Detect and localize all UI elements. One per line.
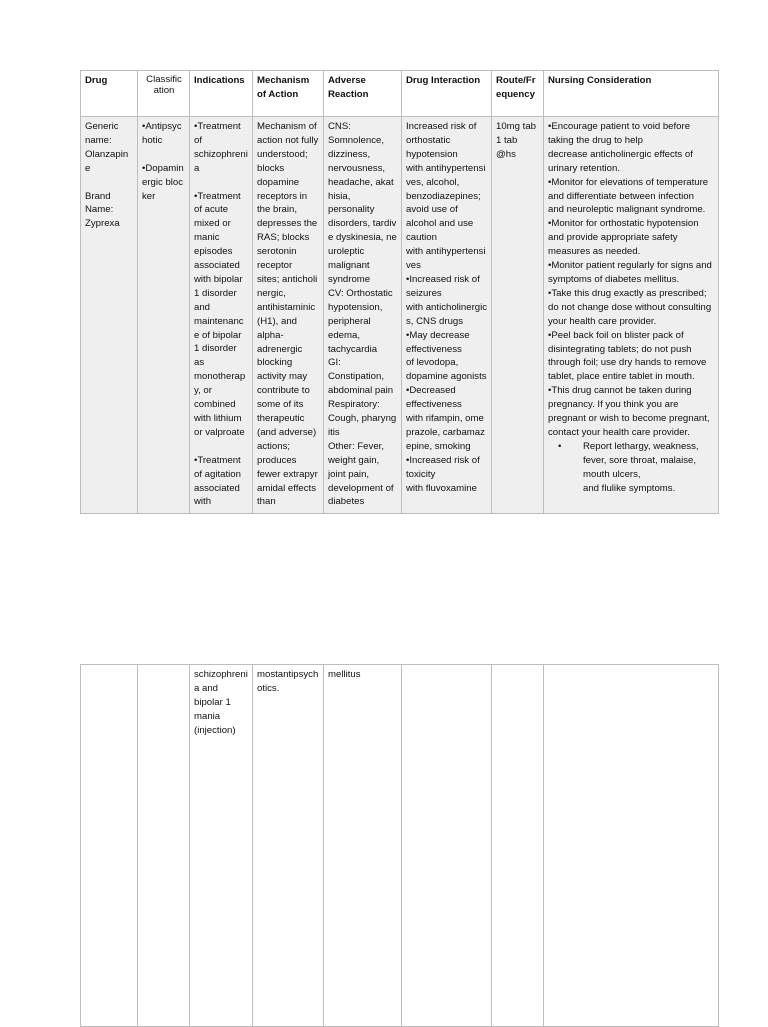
cell-line: hypotension, (328, 301, 383, 313)
cell-line: e of bipolar (194, 329, 242, 341)
header-nursing-consideration: Nursing Consideration (544, 71, 719, 117)
cell-line: contact your health care provider. (548, 426, 690, 438)
cell-line: and neuroleptic malignant syndrome. (548, 204, 706, 216)
cell-line: bipolar 1 (194, 696, 231, 708)
cell-line: 1 disorder (194, 343, 237, 355)
cell-line: associated (194, 260, 240, 272)
cell-line: 1 disorder (194, 287, 237, 299)
header-classification: Classific ation (138, 71, 190, 117)
cell-line: caution (406, 232, 437, 244)
cell-drug-interaction (402, 117, 492, 514)
cell-line: fewer extrapyr (257, 468, 318, 480)
cell-line: diabetes (328, 496, 365, 508)
cell-line: therapeutic (257, 413, 305, 425)
cell-nursing-consideration (544, 117, 719, 514)
cell-line: mixed or (194, 218, 231, 230)
cell-line: GI: (328, 357, 341, 369)
cell-line: dizziness, (328, 148, 371, 160)
header-drug-interaction: Drug Interaction (402, 71, 492, 117)
cell-line: •Decreased (406, 385, 456, 397)
cell-line: with fluvoxamine (406, 482, 477, 494)
cell-line: toxicity (406, 468, 436, 480)
cell-line: associated (194, 482, 240, 494)
cell-line: e (85, 162, 91, 174)
cell-line: syndrome (328, 273, 371, 285)
cell-line: of (194, 134, 203, 146)
cell-line: •Encourage patient to void before (548, 121, 691, 132)
cell-line: with (194, 496, 212, 508)
cell-line: do not change dose without consulting (548, 301, 712, 313)
cell-line: adrenergic (257, 343, 303, 355)
cell-line: understood; (257, 148, 308, 160)
cell-line: avoid use of (406, 204, 458, 216)
cell-line: •Peel back foil on blister pack of (548, 329, 684, 341)
cell-line: mostantipsych (257, 669, 319, 680)
cell-line: Report lethargy, weakness, (583, 440, 699, 452)
cell-line: or valproate (194, 426, 245, 438)
cell-line: ker (142, 190, 156, 202)
cell-line: uroleptic (328, 246, 365, 258)
cell-nursing-consideration-cont (544, 665, 719, 1027)
cell-line: •Take this drug exactly as prescribed; (548, 287, 707, 299)
cell-line: pregnancy. If you think you are (548, 399, 679, 411)
cell-line: (H1), and (257, 315, 297, 327)
cell-line: fever, sore throat, malaise, (583, 454, 697, 466)
cell-line: dopamine (257, 176, 300, 188)
cell-line: and flulike symptoms. (583, 482, 676, 494)
cell-line: decrease anticholinergic effects of (548, 148, 693, 160)
cell-line: •Treatment (194, 454, 241, 466)
cell-indications (190, 117, 253, 514)
cell-line: •May decrease (406, 329, 470, 341)
header-drug: Drug (81, 71, 138, 117)
header-adverse-reaction: Adverse Reaction (324, 71, 402, 117)
cell-line: manic (194, 232, 220, 244)
cell-drug-interaction-cont (402, 665, 492, 1027)
cell-line: (and adverse) (257, 426, 317, 438)
cell-line: peripheral (328, 315, 371, 327)
cell-line: the brain, (257, 204, 298, 216)
cell-line: with antihypertensi (406, 246, 486, 258)
cell-line: Cough, pharyng (328, 413, 397, 425)
cell-line: alpha- (257, 329, 284, 341)
cell-line: •Increased risk of (406, 454, 480, 466)
table-row-continuation (81, 665, 719, 1027)
cell-line: maintenanc (194, 315, 244, 327)
cell-line: hotic (142, 134, 163, 146)
cell-line: pregnant or wish to become pregnant, (548, 413, 710, 425)
cell-line: epine, smoking (406, 440, 471, 452)
cell-classification-cont (138, 665, 190, 1027)
cell-line: Name: (85, 204, 114, 216)
cell-line: 1 tab (496, 134, 518, 146)
nursing-sub-lines (548, 440, 715, 496)
cell-line: of agitation (194, 468, 241, 480)
cell-adverse-reaction-cont (324, 665, 402, 1027)
table-row (81, 117, 719, 514)
cell-line: as (194, 357, 205, 369)
cell-line: ves (406, 260, 421, 272)
cell-line: episodes (194, 246, 233, 258)
cell-line: development of (328, 482, 394, 494)
cell-line: mouth ulcers, (583, 468, 641, 480)
drug-table-page-1 (80, 70, 719, 514)
cell-line: name: (85, 134, 112, 146)
cell-line: produces (257, 454, 297, 466)
cell-line: antihistaminic (257, 301, 316, 313)
cell-line: otics. (257, 682, 280, 694)
cell-line: CNS: (328, 121, 351, 132)
cell-line: contribute to (257, 385, 310, 397)
cell-mechanism-cont (253, 665, 324, 1027)
cell-line: CV: Orthostatic (328, 287, 393, 299)
cell-line: (injection) (194, 724, 236, 736)
cell-line: effectiveness (406, 343, 462, 355)
nursing-lines (548, 120, 715, 440)
cell-line: orthostatic (406, 134, 451, 146)
cell-line: mellitus (328, 669, 361, 680)
cell-line: •Treatment (194, 190, 241, 202)
cell-line: combined (194, 399, 236, 411)
cell-line: seizures (406, 287, 442, 299)
cell-line: than (257, 496, 276, 508)
bullet-icon: • (558, 440, 562, 452)
cell-line: with lithium (194, 413, 242, 425)
cell-line: •Increased risk of (406, 273, 480, 285)
cell-line: s, CNS drugs (406, 315, 464, 327)
cell-line: a (194, 162, 200, 174)
cell-line: some of its (257, 399, 304, 411)
cell-line: •Dopamin (142, 162, 184, 174)
cell-line: e dyskinesia, ne (328, 232, 397, 244)
cell-line: schizophreni (194, 669, 248, 680)
cell-line: •Treatment (194, 121, 241, 132)
cell-line: prazole, carbamaz (406, 426, 485, 438)
cell-line (142, 148, 186, 162)
cell-line: action not fully (257, 134, 319, 146)
cell-line: abdominal pain (328, 385, 394, 397)
cell-line: amidal effects (257, 482, 317, 494)
header-mechanism: Mechanism of Action (253, 71, 324, 117)
cell-line: Mechanism of (257, 121, 317, 132)
cell-mechanism (253, 117, 324, 514)
cell-line: dopamine agonists (406, 371, 487, 383)
cell-line: with bipolar (194, 273, 243, 285)
cell-line (85, 176, 134, 190)
cell-line: hypotension (406, 148, 458, 160)
cell-line: actions; (257, 440, 291, 452)
cell-line: Increased risk of (406, 121, 477, 132)
cell-line: y, or (194, 385, 212, 397)
cell-line: with anticholinergic (406, 301, 488, 313)
cell-line: sites; anticholi (257, 273, 318, 285)
cell-line (194, 176, 249, 190)
cell-line: symptoms of diabetes mellitus. (548, 273, 680, 285)
cell-line: your health care provider. (548, 315, 657, 327)
cell-line: disintegrating tablets; do not push (548, 343, 692, 355)
cell-line: tablet, place entire tablet in mouth. (548, 371, 695, 383)
cell-line: activity may (257, 371, 308, 383)
cell-classification (138, 117, 190, 514)
cell-line: receptor (257, 260, 293, 272)
cell-line: a and (194, 682, 219, 694)
cell-line: hisia, (328, 190, 351, 202)
cell-line: edema, (328, 329, 360, 341)
cell-line: urinary retention. (548, 162, 620, 174)
cell-line: weight gain, (328, 454, 380, 466)
cell-line: RAS; blocks (257, 232, 310, 244)
cell-line: Other: Fever, (328, 440, 384, 452)
cell-line: ves, alcohol, (406, 176, 460, 188)
cell-line: Somnolence, (328, 134, 384, 146)
cell-line: with antihypertensi (406, 162, 486, 174)
cell-line: through foil; use dry hands to remove (548, 357, 707, 369)
cell-line: and (194, 301, 211, 313)
cell-line: and differentiate between infection (548, 190, 694, 202)
nursing-sub-bullet (548, 440, 715, 496)
table-header-row (81, 71, 719, 117)
cell-line: nervousness, (328, 162, 386, 174)
cell-adverse-reaction (324, 117, 402, 514)
cell-line (194, 440, 249, 454)
cell-line: of acute (194, 204, 229, 216)
cell-line: mania (194, 710, 221, 722)
cell-drug (81, 117, 138, 514)
cell-line: benzodiazepines; (406, 190, 481, 202)
cell-line: 10mg tab (496, 121, 537, 132)
cell-line: •This drug cannot be taken during (548, 385, 692, 397)
cell-line: effectiveness (406, 399, 462, 411)
cell-line: blocking (257, 357, 293, 369)
cell-line: taking the drug to help (548, 134, 643, 146)
cell-line: •Monitor for orthostatic hypotension (548, 218, 699, 230)
cell-line: tachycardia (328, 343, 378, 355)
cell-line: itis (328, 426, 340, 438)
cell-line: Olanzapin (85, 148, 129, 160)
cell-line: Brand (85, 190, 111, 202)
cell-line: ergic bloc (142, 176, 184, 188)
cell-line: serotonin (257, 246, 297, 258)
cell-line: •Monitor for elevations of temperature (548, 176, 709, 188)
drug-table-page-2 (80, 664, 719, 1027)
cell-line: Zyprexa (85, 218, 120, 230)
cell-route-frequency (492, 117, 544, 514)
cell-line: Constipation, (328, 371, 384, 383)
cell-line: headache, akat (328, 176, 394, 188)
cell-line: Generic (85, 121, 119, 132)
cell-line: measures as needed. (548, 246, 641, 258)
cell-line: •Monitor patient regularly for signs and (548, 260, 712, 272)
cell-route-frequency-cont (492, 665, 544, 1027)
cell-line: @hs (496, 148, 516, 160)
cell-line: monotherap (194, 371, 246, 383)
cell-drug-cont (81, 665, 138, 1027)
cell-line: receptors in (257, 190, 308, 202)
header-indications: Indications (190, 71, 253, 117)
header-route-frequency: Route/Fr equency (492, 71, 544, 117)
cell-line: schizophreni (194, 148, 248, 160)
cell-line: with rifampin, ome (406, 413, 484, 425)
cell-line: depresses the (257, 218, 318, 230)
cell-line: disorders, tardiv (328, 218, 397, 230)
cell-line: •Antipsyc (142, 121, 182, 132)
cell-indications-cont (190, 665, 253, 1027)
cell-line: and provide appropriate safety (548, 232, 678, 244)
cell-line: joint pain, (328, 468, 370, 480)
cell-line: nergic, (257, 287, 286, 299)
cell-line: alcohol and use (406, 218, 474, 230)
cell-line: blocks (257, 162, 285, 174)
cell-line: Respiratory: (328, 399, 380, 411)
cell-line: of levodopa, (406, 357, 459, 369)
cell-line: personality (328, 204, 375, 216)
cell-line: malignant (328, 260, 370, 272)
